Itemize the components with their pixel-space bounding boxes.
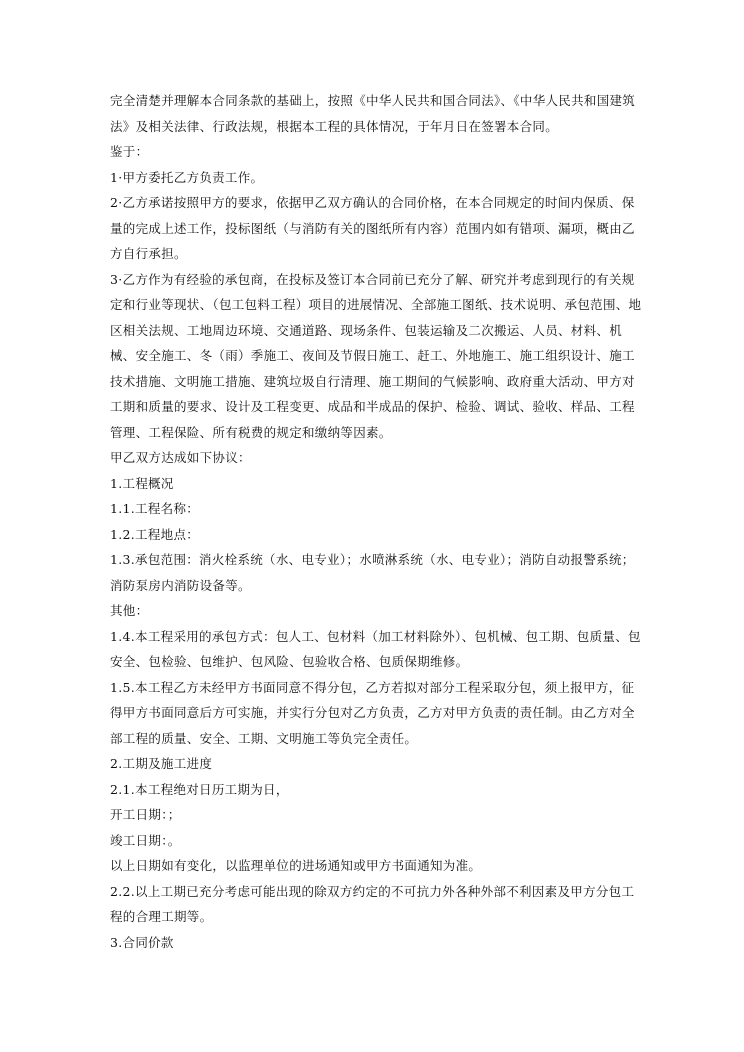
clause-1-5: 1.5.本工程乙方未经甲方书面同意不得分包，乙方若拟对部分工程采取分包，须上报甲方，征得甲方书面同意后方可实施，并实行分包对乙方负责，乙方对甲方负责的责任制。由乙方对全部工程的质量、安全、工期、文明施工等负完全责任。 <box>110 679 635 746</box>
clause-2-1: 2.1.本工程绝对日历工期为日， <box>110 781 289 797</box>
paragraph-other: 其他： <box>110 603 149 618</box>
section-heading-1: 1.工程概况 <box>110 475 174 491</box>
start-date-line: 开工日期：； <box>110 807 181 822</box>
paragraph-whereas: 鉴于： <box>110 144 149 159</box>
clause-1-4: 1.4.本工程采用的承包方式：包人工、包材料（加工材料除外）、包机械、包工期、包质量、包安全、包检验、包维护、包风险、包验收合格、包质保期维修。 <box>110 628 641 669</box>
section-heading-3: 3.合同价款 <box>110 934 174 950</box>
section-heading-2: 2.工期及施工进度 <box>110 756 213 771</box>
clause-1-3: 1.3.承包范围：消火栓系统（水、电专业）；水喷淋系统（水、电专业）；消防自动报警系统；消防泵房内消防设备等。 <box>110 552 635 593</box>
date-change-note: 以上日期如有变化，以监理单位的进场通知或甲方书面通知为准。 <box>110 858 482 873</box>
paragraph-recital-3: 3·乙方作为有经验的承包商，在投标及签订本合同前已充分了解、研究并考虑到现行的有关规定和行业等现状、（包工包料工程）项目的进展情况、全部施工图纸、技术说明、承包范围、地区相关法规、工地周边环境、交通道路、现场条件、包装运输及二次搬运、人员、材料、机械、安全施工、冬（雨）季施工、夜间及节假日施工、赶工、外地施工、施工组织设计、施工技术措施、文明施工措施、建筑垃圾自行清理、施工期间的气候影响、政府重大活动、甲方对工期和质量的要求、设计及工程变更、成品和半成品的保护、检验、调试、验收、样品、工程管理、工程保险、所有税费的规定和缴纳等因素。 <box>110 271 642 440</box>
paragraph-agreement-intro: 甲乙双方达成如下协议： <box>110 450 251 465</box>
clause-1-1: 1.1.工程名称： <box>110 501 200 516</box>
clause-1-2: 1.2.工程地点： <box>110 526 200 542</box>
paragraph-preamble: 完全清楚并理解本合同条款的基础上，按照《中华人民共和国合同法》、《中华人民共和国建筑法》及相关法律、行政法规，根据本工程的具体情况，于年月日在签署本合同。 <box>110 93 636 134</box>
clause-2-2: 2.2.以上工期已充分考虑可能出现的除双方约定的不可抗力外各种外部不利因素及甲方分包工程的合理工期等。 <box>110 883 635 924</box>
paragraph-recital-1: 1·甲方委托乙方负责工作。 <box>110 169 264 185</box>
completion-date-line: 竣工日期：。 <box>110 832 181 848</box>
paragraph-recital-2: 2·乙方承诺按照甲方的要求，依据甲乙双方确认的合同价格，在本合同规定的时间内保质、保量的完成上述工作，投标图纸（与消防有关的图纸所有内容）范围内如有错项、漏项，概由乙方自行承担。 <box>110 195 635 261</box>
